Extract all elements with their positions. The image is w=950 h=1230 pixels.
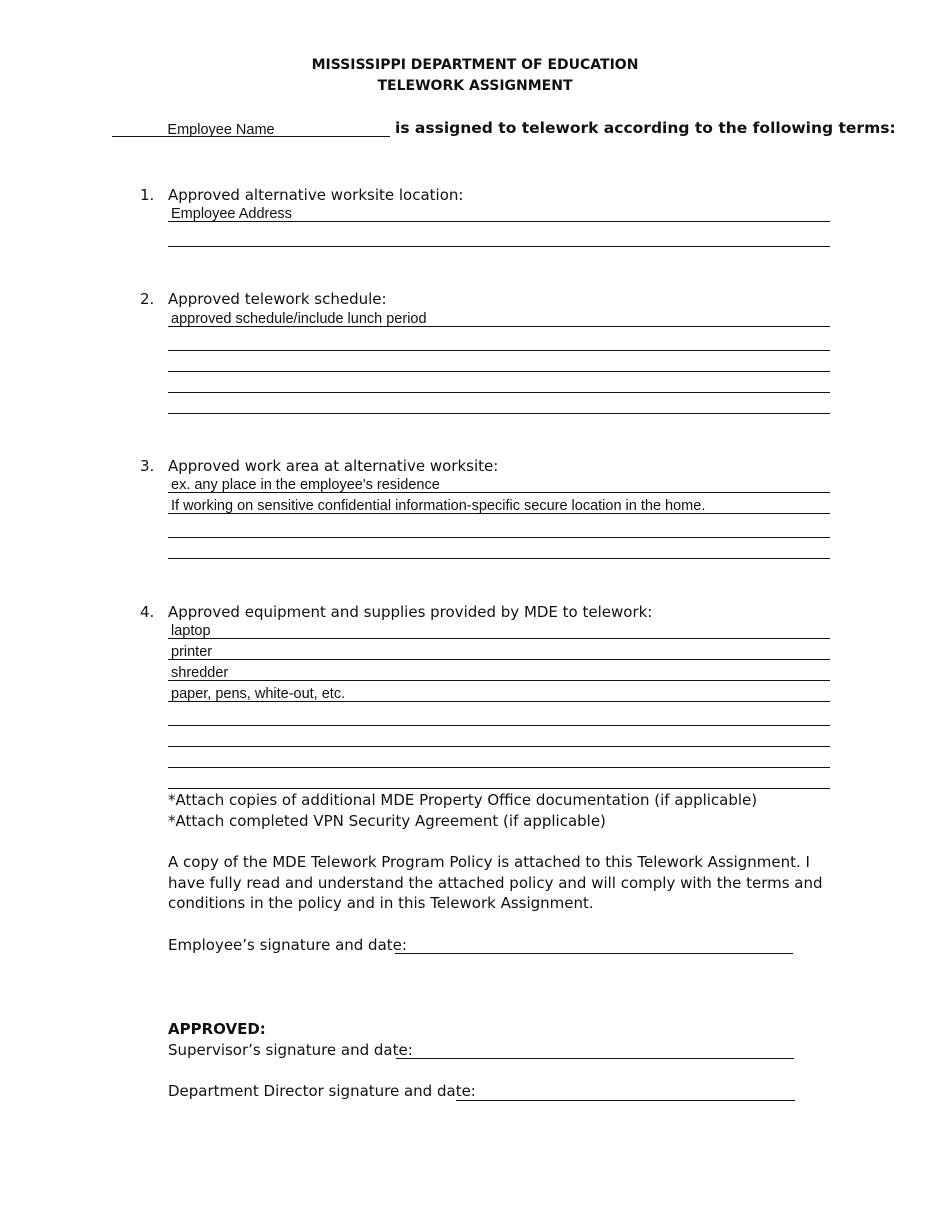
employee-signature-field[interactable] [395,937,793,954]
form-title: TELEWORK ASSIGNMENT [377,78,573,94]
section-1-line[interactable] [168,231,830,247]
section-4-line[interactable]: printer [168,644,830,660]
section-2-line[interactable] [168,335,830,351]
supervisor-signature-field[interactable] [396,1042,794,1059]
section-3-number: 3. [140,457,155,475]
section-4-line[interactable] [168,710,830,726]
director-signature-label: Department Director signature and date: [168,1082,476,1100]
section-1-number: 1. [140,186,155,204]
section-2-line[interactable]: approved schedule/include lunch period [168,311,830,327]
supervisor-signature-label: Supervisor’s signature and date: [168,1041,413,1059]
section-4-line[interactable] [168,752,830,768]
assigned-text: is assigned to telework according to the following terms: [395,119,896,137]
employee-name-value: Employee Name [167,122,275,138]
section-2-line[interactable] [168,398,830,414]
section-2-label: Approved telework schedule: [168,290,387,308]
section-2-number: 2. [140,290,155,308]
policy-paragraph: A copy of the MDE Telework Program Policy is attached to this Telework Assignment. I have fully read and understand the attached policy and will comply with the terms and conditions in the policy and in this Telework Assignment. [168,853,823,912]
section-3-line[interactable]: If working on sensitive confidential information-specific secure location in the home. [168,498,830,514]
section-1-label: Approved alternative worksite location: [168,186,464,204]
section-2-line[interactable] [168,356,830,372]
employee-signature-label: Employee’s signature and date: [168,936,407,954]
section-4-line[interactable] [168,731,830,747]
director-signature-field[interactable] [456,1084,795,1101]
section-1-line[interactable]: Employee Address [168,206,830,222]
org-heading: MISSISSIPPI DEPARTMENT OF EDUCATION [311,57,639,73]
section-4-number: 4. [140,603,155,621]
section-4-label: Approved equipment and supplies provided by MDE to telework: [168,603,653,621]
section-4-line[interactable]: shredder [168,665,830,681]
section-3-line[interactable] [168,522,830,538]
section-2-line[interactable] [168,377,830,393]
section-4-line[interactable]: laptop [168,623,830,639]
section-3-line[interactable] [168,543,830,559]
section-3-line[interactable]: ex. any place in the employee's residence [168,477,830,493]
note-vpn-agreement: *Attach completed VPN Security Agreement (if applicable) [168,812,606,830]
section-4-line[interactable] [168,773,830,789]
approved-heading: APPROVED: [168,1020,266,1038]
section-3-label: Approved work area at alternative worksite: [168,457,499,475]
employee-name-field[interactable] [112,120,390,137]
note-property-office: *Attach copies of additional MDE Property Office documentation (if applicable) [168,791,758,809]
section-4-line[interactable]: paper, pens, white-out, etc. [168,686,830,702]
